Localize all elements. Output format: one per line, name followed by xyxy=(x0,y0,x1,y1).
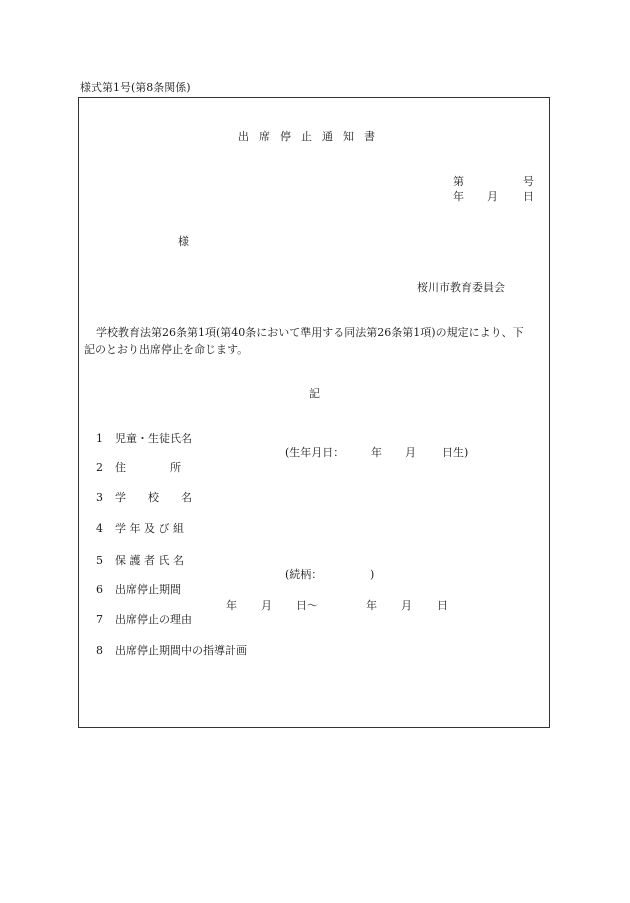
ki-heading: 記 xyxy=(309,387,320,400)
form-reference: 様式第1号(第8条関係) xyxy=(80,81,191,94)
item-number: 7 xyxy=(96,613,103,626)
item-label-guardian-name: 保 護 者 氏 名 xyxy=(115,554,184,567)
item-number: 5 xyxy=(96,554,103,567)
date-month-label: 月 xyxy=(487,190,498,203)
item-label-suspension-period: 出席停止期間 xyxy=(115,583,181,596)
relation-close: ) xyxy=(370,568,375,581)
notice-frame xyxy=(78,97,550,728)
relation-open: (続柄： xyxy=(285,568,323,581)
period-start-day-label: 日～ xyxy=(296,599,318,612)
issuer-name: 桜川市教育委員会 xyxy=(417,281,505,294)
period-end-month-label: 月 xyxy=(401,599,412,612)
birthdate-year-label: 年 xyxy=(371,446,382,459)
item-label-suspension-reason: 出席停止の理由 xyxy=(115,613,192,626)
period-end-year-label: 年 xyxy=(366,599,377,612)
item-number: 6 xyxy=(96,583,103,596)
item-number: 2 xyxy=(96,461,103,474)
period-start-month-label: 月 xyxy=(261,599,272,612)
number-suffix: 号 xyxy=(523,175,534,188)
period-end-day-label: 日 xyxy=(437,599,448,612)
body-text-line-2: 記のとおり出席停止を命じます。 xyxy=(84,343,249,356)
period-start-year-label: 年 xyxy=(226,599,237,612)
item-label-address: 住 所 xyxy=(115,461,181,474)
item-number: 3 xyxy=(96,491,103,504)
number-prefix: 第 xyxy=(453,175,464,188)
item-label-grade-class: 学 年 及 び 組 xyxy=(115,522,184,535)
item-number: 4 xyxy=(96,522,103,535)
item-label-student-name: 児童・生徒氏名 xyxy=(115,432,192,445)
item-label-guidance-plan: 出席停止期間中の指導計画 xyxy=(115,644,247,657)
item-label-school-name: 学 校 名 xyxy=(115,491,192,504)
item-number: 8 xyxy=(96,644,103,657)
document-title: 出席停止通知書 xyxy=(238,130,385,143)
birthdate-month-label: 月 xyxy=(405,446,416,459)
addressee-suffix: 様 xyxy=(178,235,189,248)
birthdate-close: 日生) xyxy=(442,446,469,459)
date-year-label: 年 xyxy=(453,190,464,203)
item-number: 1 xyxy=(96,432,103,445)
body-text-line-1: 学校教育法第26条第1項(第40条において準用する同法第26条第1項)の規定により、下 xyxy=(96,326,524,339)
date-day-label: 日 xyxy=(523,190,534,203)
birthdate-open: (生年月日： xyxy=(285,446,345,459)
